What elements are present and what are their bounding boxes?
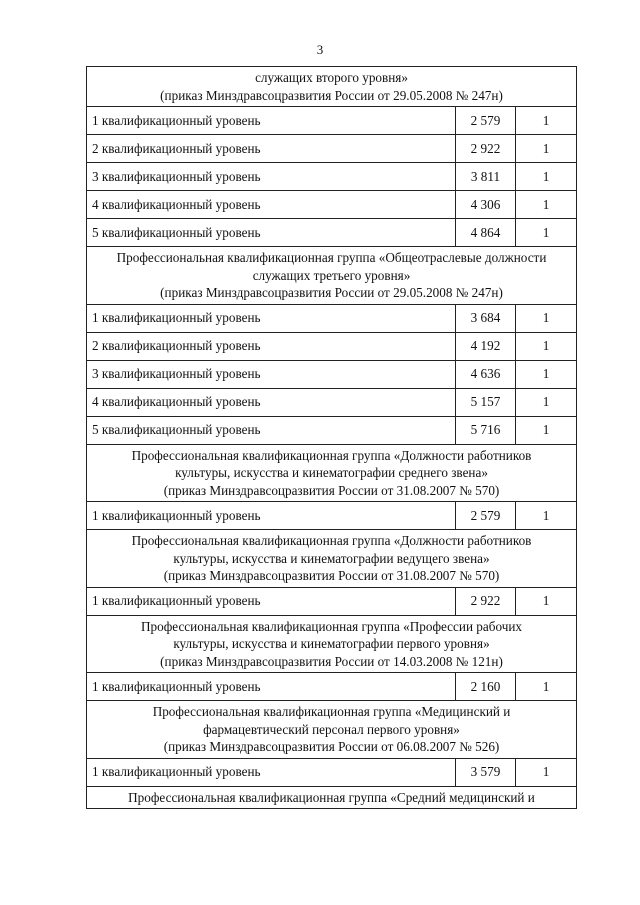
group-heading-line: Профессиональная квалификационная группа «Общеотраслевые должности: [116, 250, 547, 265]
level-name: 1 квалификационный уровень: [87, 304, 456, 332]
group-heading-line: культуры, искусства и кинематографии ведущего звена»: [173, 550, 490, 566]
table-row: [87, 673, 577, 701]
table-row: [87, 219, 577, 247]
table-row: [87, 332, 577, 360]
group-heading-line: служащих третьего уровня»: [252, 267, 411, 283]
level-name: 3 квалификационный уровень: [87, 163, 456, 191]
table-row: [87, 163, 577, 191]
group-heading: [87, 701, 577, 759]
level-name: 5 квалификационный уровень: [87, 219, 456, 247]
salary-amount: 3 684: [456, 304, 516, 332]
table-row: [87, 107, 577, 135]
level-name: 4 квалификационный уровень: [87, 191, 456, 219]
salary-amount: 4 306: [456, 191, 516, 219]
table-row: [87, 388, 577, 416]
level-name: 5 квалификационный уровень: [87, 416, 456, 444]
group-heading: [87, 786, 577, 809]
group-heading-line: (приказ Минздравсоцразвития России от 31.08.2007 № 570): [163, 482, 500, 498]
group-heading-line: Профессиональная квалификационная группа «Средний медицинский и: [128, 789, 535, 805]
level-name: 1 квалификационный уровень: [87, 758, 456, 786]
group-heading-row: [87, 701, 577, 759]
table-row: [87, 360, 577, 388]
coefficient: 1: [516, 219, 577, 247]
page-number: 3: [316, 42, 324, 57]
table-row: [87, 304, 577, 332]
salary-amount: 4 192: [456, 332, 516, 360]
coefficient: 1: [516, 304, 577, 332]
group-heading-row: [87, 444, 577, 502]
coefficient: 1: [516, 360, 577, 388]
table-row: [87, 758, 577, 786]
table-row: [87, 587, 577, 615]
group-heading-line: культуры, искусства и кинематографии первого уровня»: [173, 636, 490, 651]
coefficient: 1: [516, 332, 577, 360]
group-heading: [87, 615, 577, 673]
group-heading-line: фармацевтический персонал первого уровня»: [203, 721, 460, 737]
group-heading-line: Профессиональная квалификационная группа «Медицинский и: [152, 704, 511, 719]
level-name: 1 квалификационный уровень: [87, 502, 456, 530]
group-heading: [87, 444, 577, 502]
salary-amount: 2 579: [456, 107, 516, 135]
salary-amount: 4 636: [456, 360, 516, 388]
table-row: [87, 135, 577, 163]
salary-amount: 5 157: [456, 388, 516, 416]
group-heading-row: [87, 615, 577, 673]
group-heading-line: Профессиональная квалификационная группа «Должности работников: [131, 447, 532, 463]
group-heading-line: (приказ Минздравсоцразвития России от 14.03.2008 № 121н): [160, 653, 503, 669]
salary-table: [86, 66, 577, 809]
group-heading-line: (приказ Минздравсоцразвития России от 29.05.2008 № 247н): [160, 285, 503, 300]
level-name: 4 квалификационный уровень: [87, 388, 456, 416]
salary-amount: 2 160: [456, 673, 516, 701]
coefficient: 1: [516, 135, 577, 163]
group-heading-row: [87, 247, 577, 305]
level-name: 2 квалификационный уровень: [87, 332, 456, 360]
salary-amount: 2 922: [456, 587, 516, 615]
coefficient: 1: [516, 191, 577, 219]
coefficient: 1: [516, 163, 577, 191]
level-name: 2 квалификационный уровень: [87, 135, 456, 163]
group-heading: [87, 530, 577, 588]
group-heading-line: Профессиональная квалификационная группа «Профессии рабочих: [141, 618, 522, 634]
level-name: 1 квалификационный уровень: [87, 107, 456, 135]
salary-amount: 4 864: [456, 219, 516, 247]
coefficient: 1: [516, 416, 577, 444]
level-name: 1 квалификационный уровень: [87, 673, 456, 701]
salary-amount: 3 811: [456, 163, 516, 191]
salary-amount: 2 579: [456, 502, 516, 530]
coefficient: 1: [516, 502, 577, 530]
level-name: 1 квалификационный уровень: [87, 587, 456, 615]
group-heading-line: служащих второго уровня»: [255, 70, 408, 85]
group-heading-line: Профессиональная квалификационная группа «Должности работников: [131, 533, 532, 548]
group-heading-line: культуры, искусства и кинематографии среднего звена»: [175, 465, 488, 480]
coefficient: 1: [516, 587, 577, 615]
table-row: [87, 191, 577, 219]
level-name: 3 квалификационный уровень: [87, 360, 456, 388]
salary-amount: 2 922: [456, 135, 516, 163]
group-heading-row: [87, 530, 577, 588]
group-heading-line: (приказ Минздравсоцразвития России от 06.08.2007 № 526): [163, 739, 500, 754]
group-heading-line: (приказ Минздравсоцразвития России от 29.05.2008 № 247н): [160, 87, 503, 103]
group-heading: [87, 67, 577, 107]
salary-amount: 5 716: [456, 416, 516, 444]
coefficient: 1: [516, 673, 577, 701]
group-heading-line: (приказ Минздравсоцразвития России от 31.08.2007 № 570): [163, 568, 500, 583]
salary-amount: 3 579: [456, 758, 516, 786]
salary-table-body: [87, 67, 577, 809]
coefficient: 1: [516, 758, 577, 786]
group-heading: [87, 247, 577, 305]
group-heading-row: [87, 786, 577, 809]
group-heading-row: [87, 67, 577, 107]
table-row: [87, 416, 577, 444]
coefficient: 1: [516, 388, 577, 416]
table-row: [87, 502, 577, 530]
coefficient: 1: [516, 107, 577, 135]
